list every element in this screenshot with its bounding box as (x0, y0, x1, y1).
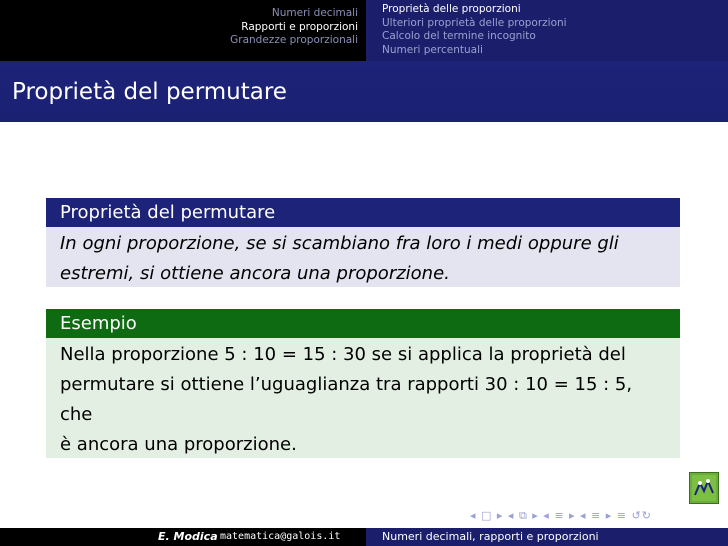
frame-title: Proprietà del permutare (12, 79, 287, 105)
example-block (46, 309, 680, 458)
header-subsection-nav (366, 0, 728, 61)
nav-subsection-proprieta-proporzioni[interactable]: Proprietà delle proporzioni (382, 3, 521, 15)
nav-subsection-calcolo-termine[interactable]: Calcolo del termine incognito (382, 30, 536, 42)
nav-subsection-ulteriori-proprieta[interactable]: Ulteriori proprietà delle proporzioni (382, 16, 567, 29)
frame-title-bar (0, 61, 728, 122)
theorem-line: estremi, si ottiene ancora una proporzione. (60, 263, 450, 284)
header-section-nav (0, 0, 366, 61)
theorem-block-title: Proprietà del permutare (46, 198, 680, 227)
example-line: permutare si ottiene l’uguaglianza tra rapporti 30 : 10 = 15 : 5, che (60, 374, 633, 425)
nav-section-grandezze-proporzionali[interactable]: Grandezze proporzionali (230, 34, 358, 46)
theorem-block-body (46, 227, 680, 287)
example-block-title: Esempio (46, 309, 680, 338)
footer (0, 528, 728, 546)
example-line: è ancora una proporzione. (60, 434, 297, 455)
footer-left (0, 528, 366, 546)
subsection-nav-list (382, 3, 567, 57)
footer-title: Numeri decimali, rapporti e proporzioni (382, 530, 599, 543)
theorem-block (46, 198, 680, 287)
theorem-line: In ogni proporzione, se si scambiano fra loro i medi oppure gli (60, 233, 619, 254)
nav-section-rapporti-proporzioni[interactable]: Rapporti e proporzioni (241, 20, 358, 33)
nav-subsection-numeri-percentuali[interactable]: Numeri percentuali (382, 43, 483, 56)
example-line: Nella proporzione 5 : 10 = 15 : 30 se si applica la proprietà del (60, 344, 626, 365)
header-navigation (0, 0, 728, 61)
section-nav-list (230, 7, 358, 48)
footer-email: matematica@galois.it (220, 531, 341, 542)
beamer-navigation-icon[interactable]: ◂ □ ▸ ◂ ⧉ ▸ ◂ ≡ ▸ ◂ ≡ ▸ ≡ ↺↻ (470, 509, 652, 522)
footer-author: E. Modica (158, 530, 218, 543)
footer-right (366, 528, 728, 546)
logo-icon (689, 472, 719, 504)
example-block-body (46, 338, 680, 458)
nav-section-numeri-decimali[interactable]: Numeri decimali (271, 7, 358, 19)
